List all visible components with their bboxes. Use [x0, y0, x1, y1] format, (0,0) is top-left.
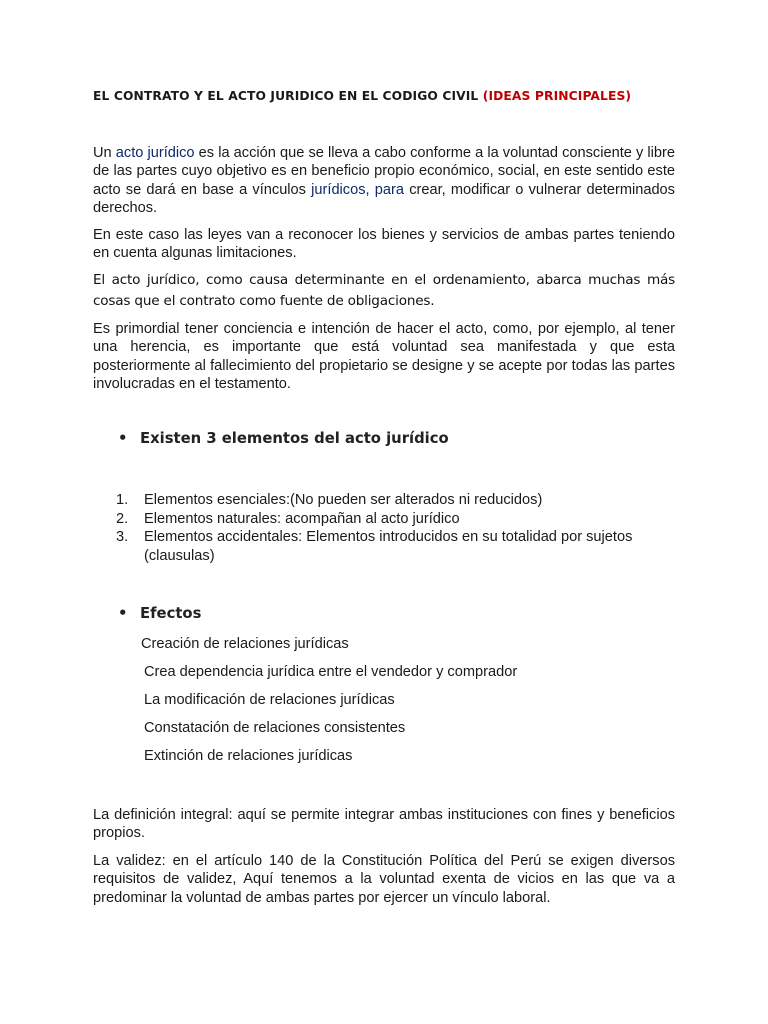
paragraph-causa-determinante: El acto jurídico, como causa determinante en el ordenamiento, abarca muchas más cosas que el contrato como fuente de obligaciones. — [93, 272, 675, 309]
p1-text-3: crear, modificar o vulnerar determinados derechos. — [93, 181, 675, 216]
paragraph-acto-juridico — [93, 144, 675, 217]
list-text: Elementos naturales: acompañan al acto jurídico — [144, 510, 460, 527]
paragraph-leyes: En este caso las leyes van a reconocer los bienes y servicios de ambas partes teniendo en cuenta algunas limitaciones. — [93, 227, 675, 262]
effect-item: Crea dependencia jurídica entre el vendedor y comprador — [144, 664, 518, 680]
title-highlight: (IDEAS PRINCIPALES) — [482, 89, 632, 103]
list-number: 3. — [116, 529, 129, 545]
paragraph-conciencia: Es primordial tener conciencia e intención de hacer el acto, como, por ejemplo, al tener una herencia, es importante que está voluntad sea manifestada y que esta posteriormente al fallecimiento del propietario se designe y se acepte por todas las partes involucradas en el testamento. — [93, 321, 675, 392]
bullet-elementos — [118, 430, 449, 447]
p1-text-1: Un — [93, 145, 116, 161]
juridicos-link[interactable]: jurídicos, para — [311, 181, 404, 198]
list-number: 1. — [116, 492, 129, 508]
paragraph-validez: La validez: en el artículo 140 de la Constitución Política del Perú se exigen diversos requisitos de validez, Aquí tenemos a la voluntad exenta de vicios en las que va a predominar la voluntad de ambas partes por ejercer un vínculo laboral. — [93, 853, 675, 906]
list-number: 2. — [116, 510, 129, 527]
paragraph-definicion-integral: La definición integral: aquí se permite integrar ambas instituciones con fines y beneficios propios. — [93, 807, 675, 842]
title-main: EL CONTRATO Y EL ACTO JURIDICO EN EL CODIGO CIVIL — [93, 89, 483, 103]
acto-juridico-link[interactable]: acto jurídico — [115, 145, 195, 161]
bullet-efectos — [118, 605, 201, 622]
bullet-efectos-label: Efectos — [140, 605, 202, 622]
effect-item: Creación de relaciones jurídicas — [141, 636, 349, 652]
bullet-dot-icon: • — [118, 430, 128, 447]
bullet-elementos-label: Existen 3 elementos del acto jurídico — [140, 430, 449, 447]
bullet-dot-icon: • — [118, 605, 128, 622]
list-item — [116, 491, 674, 510]
list-item — [116, 528, 674, 565]
document-title — [93, 89, 631, 103]
effect-item: La modificación de relaciones jurídicas — [144, 692, 395, 708]
list-text: Elementos esenciales:(No pueden ser alterados ni reducidos) — [144, 492, 543, 508]
p1-text-2: es la acción que se lleva a cabo conforme a la voluntad consciente y libre de las partes cuyo objetivo es en beneficio propio económico, social, en este sentido este acto se dará en base a vínculos — [93, 145, 675, 198]
effect-item: Extinción de relaciones jurídicas — [144, 748, 353, 764]
list-text: Elementos accidentales: Elementos introducidos en su totalidad por sujetos (clausulas) — [144, 529, 633, 564]
list-item — [116, 510, 674, 529]
elements-list — [116, 491, 674, 565]
effect-item: Constatación de relaciones consistentes — [144, 720, 406, 736]
